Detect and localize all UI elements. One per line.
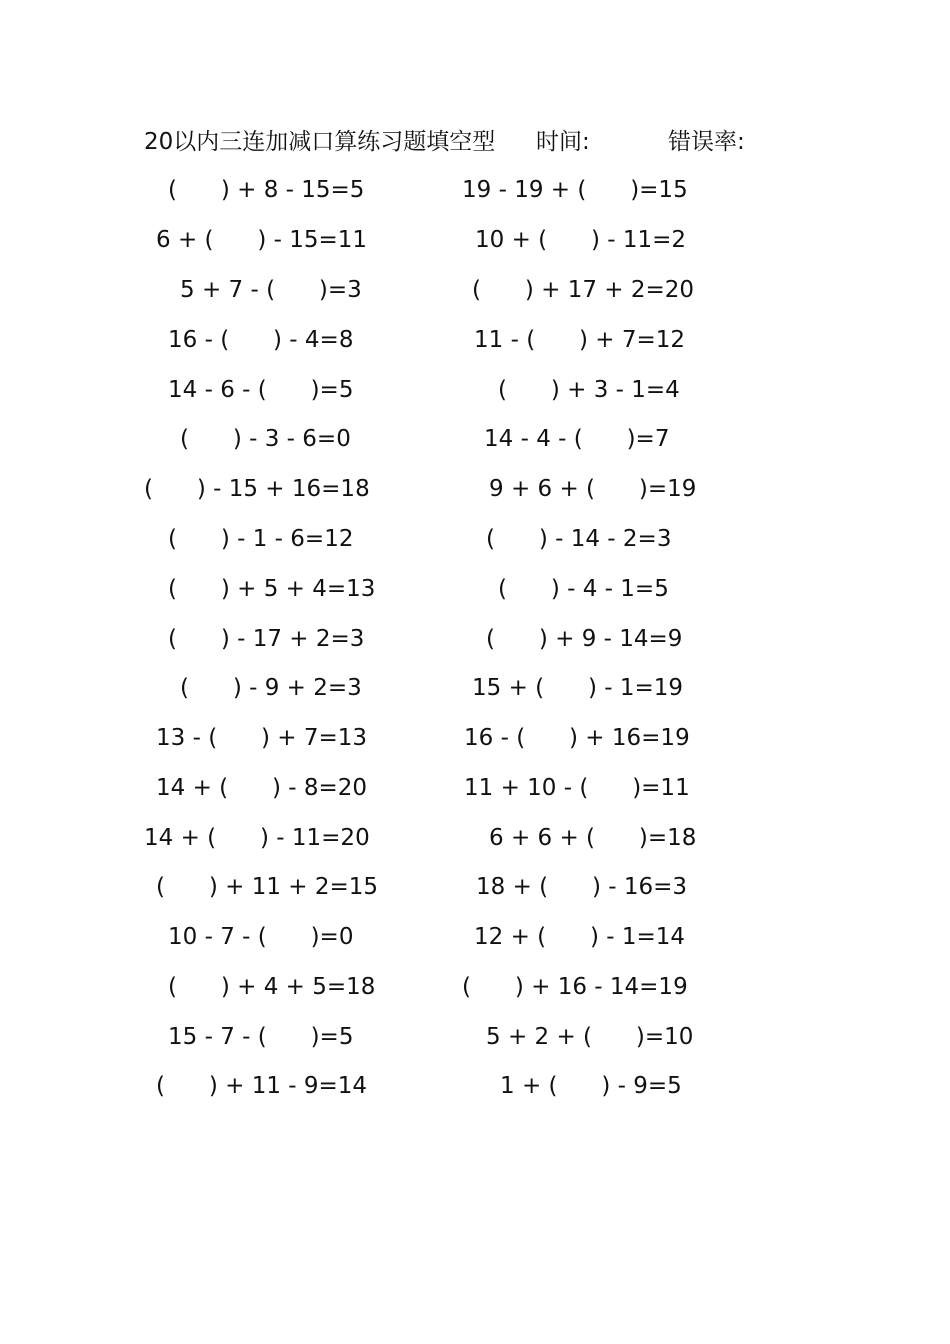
problem-left: ( ) - 3 - 6=0 bbox=[180, 426, 351, 452]
problem-row bbox=[0, 1068, 950, 1104]
problem-row bbox=[0, 222, 950, 258]
problem-left: ( ) - 1 - 6=12 bbox=[168, 526, 354, 552]
problem-left: 6 + ( ) - 15=11 bbox=[156, 227, 368, 253]
problem-row bbox=[0, 720, 950, 756]
problem-row bbox=[0, 770, 950, 806]
problem-right: ( ) + 16 - 14=19 bbox=[462, 974, 688, 1000]
problem-left: 14 - 6 - ( )=5 bbox=[168, 377, 354, 403]
problem-right: 15 + ( ) - 1=19 bbox=[472, 675, 684, 701]
problem-left: 16 - ( ) - 4=8 bbox=[168, 327, 354, 353]
problem-row bbox=[0, 521, 950, 557]
problem-row bbox=[0, 820, 950, 856]
problem-left: ( ) - 15 + 16=18 bbox=[144, 476, 370, 502]
problem-row bbox=[0, 1019, 950, 1055]
problem-row bbox=[0, 372, 950, 408]
problem-row bbox=[0, 272, 950, 308]
problem-right: 1 + ( ) - 9=5 bbox=[500, 1073, 682, 1099]
time-label: 时间: bbox=[536, 129, 590, 155]
problem-right: 12 + ( ) - 1=14 bbox=[474, 924, 686, 950]
problem-left: ( ) - 9 + 2=3 bbox=[180, 675, 362, 701]
problem-left: ( ) + 11 + 2=15 bbox=[156, 874, 379, 900]
problem-right: 19 - 19 + ( )=15 bbox=[462, 177, 688, 203]
problem-right: ( ) - 4 - 1=5 bbox=[498, 576, 669, 602]
problem-row bbox=[0, 670, 950, 706]
problem-right: 9 + 6 + ( )=19 bbox=[489, 476, 697, 502]
problem-right: 16 - ( ) + 16=19 bbox=[464, 725, 690, 751]
problem-left: ( ) + 5 + 4=13 bbox=[168, 576, 376, 602]
problem-left: 5 + 7 - ( )=3 bbox=[180, 277, 362, 303]
problem-left: 14 + ( ) - 8=20 bbox=[156, 775, 368, 801]
problem-row bbox=[0, 322, 950, 358]
problem-row bbox=[0, 969, 950, 1005]
problem-right: 14 - 4 - ( )=7 bbox=[484, 426, 670, 452]
problem-row bbox=[0, 621, 950, 657]
problem-left: ( ) + 11 - 9=14 bbox=[156, 1073, 368, 1099]
problem-left: 15 - 7 - ( )=5 bbox=[168, 1024, 354, 1050]
problem-row bbox=[0, 421, 950, 457]
problem-row bbox=[0, 869, 950, 905]
problem-left: 13 - ( ) + 7=13 bbox=[156, 725, 368, 751]
problem-right: 18 + ( ) - 16=3 bbox=[476, 874, 688, 900]
problem-right: 5 + 2 + ( )=10 bbox=[486, 1024, 694, 1050]
problem-right: 11 - ( ) + 7=12 bbox=[474, 327, 686, 353]
problem-row bbox=[0, 919, 950, 955]
error-rate-label: 错误率: bbox=[668, 129, 745, 155]
problem-right: 10 + ( ) - 11=2 bbox=[475, 227, 687, 253]
problem-left: 14 + ( ) - 11=20 bbox=[144, 825, 370, 851]
problem-row bbox=[0, 172, 950, 208]
problem-right: 11 + 10 - ( )=11 bbox=[464, 775, 690, 801]
problem-row bbox=[0, 471, 950, 507]
problem-right: ( ) + 9 - 14=9 bbox=[486, 626, 683, 652]
worksheet-title: 20以内三连加减口算练习题填空型 bbox=[144, 129, 496, 155]
problem-right: ( ) + 3 - 1=4 bbox=[498, 377, 680, 403]
problem-left: 10 - 7 - ( )=0 bbox=[168, 924, 354, 950]
problem-left: ( ) + 4 + 5=18 bbox=[168, 974, 376, 1000]
problem-row bbox=[0, 571, 950, 607]
problem-left: ( ) - 17 + 2=3 bbox=[168, 626, 365, 652]
problem-left: ( ) + 8 - 15=5 bbox=[168, 177, 365, 203]
problem-right: 6 + 6 + ( )=18 bbox=[489, 825, 697, 851]
problem-right: ( ) + 17 + 2=20 bbox=[472, 277, 695, 303]
problem-right: ( ) - 14 - 2=3 bbox=[486, 526, 672, 552]
